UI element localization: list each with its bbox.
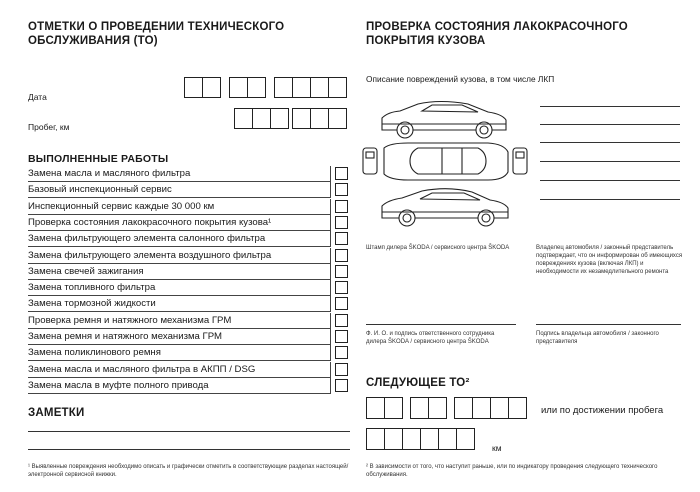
right-footnote: ² В зависимости от того, что наступит раньше, или по индикатору проведения следующего технического обслуживания. [366,464,658,478]
row-separator [330,329,331,345]
mileage-digit-box[interactable] [310,108,329,129]
notes-header: ЗАМЕТКИ [28,407,85,419]
notes-line[interactable] [28,431,350,432]
work-label: Замена масла в муфте полного привода [28,379,209,391]
work-checkbox[interactable] [335,200,348,213]
row-separator [330,264,331,280]
next-date-digit-box[interactable] [508,397,527,419]
work-label: Замена тормозной жидкости [28,298,156,310]
work-label: Замена свечей зажигания [28,265,144,277]
dealer-signature-line[interactable] [366,324,516,325]
car-rear-icon [513,148,527,174]
row-separator [330,199,331,215]
mileage-digit-box[interactable] [292,108,311,129]
work-checkbox[interactable] [335,232,348,245]
next-date-digit-box[interactable] [366,397,385,419]
next-date-digit-box[interactable] [490,397,509,419]
km-label: км [492,443,502,453]
work-row [28,215,350,231]
work-checkbox[interactable] [335,265,348,278]
work-checkbox[interactable] [335,346,348,359]
damage-line[interactable] [540,199,680,200]
work-label: Замена масла и масляного фильтра [28,168,191,179]
row-separator [330,362,331,378]
owner-signature-line[interactable] [536,324,681,325]
date-digit-box[interactable] [328,77,347,98]
row-separator [330,215,331,231]
work-row [28,280,350,296]
work-label: Замена фильтрующего элемента воздушного фильтра [28,249,272,261]
damage-description-label: Описание повреждений кузова, в том числе ЛКП [366,74,555,84]
work-row [28,378,350,394]
work-row [28,231,350,247]
or-mileage-label: или по достижении пробега [541,405,664,416]
work-checkbox[interactable] [335,330,348,343]
damage-line[interactable] [540,106,680,107]
car-side-left-icon [382,102,506,139]
next-date-digit-box[interactable] [428,397,447,419]
next-mileage-digit-box[interactable] [420,428,439,450]
mileage-digit-box[interactable] [328,108,347,129]
row-divider [28,393,330,394]
work-label: Инспекционный сервис каждые 30 000 км [28,200,215,212]
next-date-digit-box[interactable] [472,397,491,419]
damage-line[interactable] [540,124,680,125]
work-label: Замена масла и масляного фильтра в АКПП / DSG [28,363,256,375]
date-digit-box[interactable] [274,77,293,98]
row-separator [330,166,331,182]
damage-line[interactable] [540,161,680,162]
date-digit-box[interactable] [310,77,329,98]
damage-line[interactable] [540,180,680,181]
dealer-signature-label: Ф. И. О. и подпись ответственного сотрудника дилера ŠKODA / сервисного центра ŠKODA [366,331,495,345]
work-label: Базовый инспекционный сервис [28,184,172,196]
next-mileage-digit-box[interactable] [384,428,403,450]
maintenance-header: ОТМЕТКИ О ПРОВЕДЕНИИ ТЕХНИЧЕСКОГО ОБСЛУЖИВАНИЯ (ТО) [28,21,285,47]
mileage-digit-box[interactable] [252,108,271,129]
work-row [28,248,350,264]
row-separator [330,280,331,296]
work-row [28,166,350,182]
owner-signature-label: Подпись владельца автомобиля / законного представителя [536,331,659,345]
work-row [28,296,350,312]
next-mileage-digit-box[interactable] [366,428,385,450]
work-row [28,313,350,329]
next-mileage-digit-box[interactable] [438,428,457,450]
mileage-digit-box[interactable] [234,108,253,129]
next-date-digit-box[interactable] [410,397,429,419]
left-footnote: ¹ Выявленные повреждения необходимо описать и графически отметить в соответствующие разделах настоящей/электронной сервисной книжки. [28,464,349,478]
date-digit-box[interactable] [229,77,248,98]
work-row [28,264,350,280]
car-diagram[interactable] [360,100,530,230]
row-separator [330,296,331,312]
work-checkbox[interactable] [335,249,348,262]
work-label: Проверка ремня и натяжного механизма ГРМ [28,314,232,326]
row-separator [330,313,331,329]
owner-statement: Владелец автомобиля / законный представитель подтверждает, что он информирован об имеющихся повреждениях кузова (включая ЛКП) и необходимости их незамедлительного ремонта [536,245,683,275]
date-digit-box[interactable] [292,77,311,98]
date-digit-box[interactable] [202,77,221,98]
work-row [28,199,350,215]
work-checkbox[interactable] [335,216,348,229]
work-row [28,362,350,378]
mileage-label: Пробег, км [28,122,70,132]
work-label: Проверка состояния лакокрасочного покрытия кузова¹ [28,216,272,228]
work-checkbox[interactable] [335,297,348,310]
notes-line[interactable] [28,449,350,450]
next-date-digit-box[interactable] [454,397,473,419]
date-digit-box[interactable] [184,77,203,98]
work-checkbox[interactable] [335,281,348,294]
next-date-digit-box[interactable] [384,397,403,419]
date-digit-box[interactable] [247,77,266,98]
work-checkbox[interactable] [335,314,348,327]
work-row [28,329,350,345]
work-checkbox[interactable] [335,167,348,180]
next-service-header: СЛЕДУЮЩЕЕ ТО² [366,377,470,389]
next-mileage-digit-box[interactable] [456,428,475,450]
works-header: ВЫПОЛНЕННЫЕ РАБОТЫ [28,153,169,165]
row-separator [330,248,331,264]
work-row [28,182,350,198]
car-top-icon [384,143,508,180]
car-side-right-icon [382,189,508,226]
work-checkbox[interactable] [335,379,348,392]
row-separator [330,182,331,198]
work-label: Замена поликлинового ремня [28,347,161,359]
mileage-digit-box[interactable] [270,108,289,129]
work-checkbox[interactable] [335,183,348,196]
damage-line[interactable] [540,142,680,143]
car-front-icon [363,148,377,174]
next-mileage-digit-box[interactable] [402,428,421,450]
work-checkbox[interactable] [335,363,348,376]
paint-check-header: ПРОВЕРКА СОСТОЯНИЯ ЛАКОКРАСОЧНОГО ПОКРЫТИЯ КУЗОВА [366,21,628,47]
work-row [28,345,350,361]
dealer-stamp-label: Штамп дилера ŠKODA / сервисного центра ŠKODA [366,245,510,251]
row-separator [330,345,331,361]
row-separator [330,231,331,247]
work-label: Замена топливного фильтра [28,282,156,294]
work-label: Замена ремня и натяжного механизма ГРМ [28,331,223,342]
row-separator [330,378,331,394]
date-label: Дата [28,92,47,102]
work-label: Замена фильтрующего элемента салонного фильтра [28,233,266,245]
